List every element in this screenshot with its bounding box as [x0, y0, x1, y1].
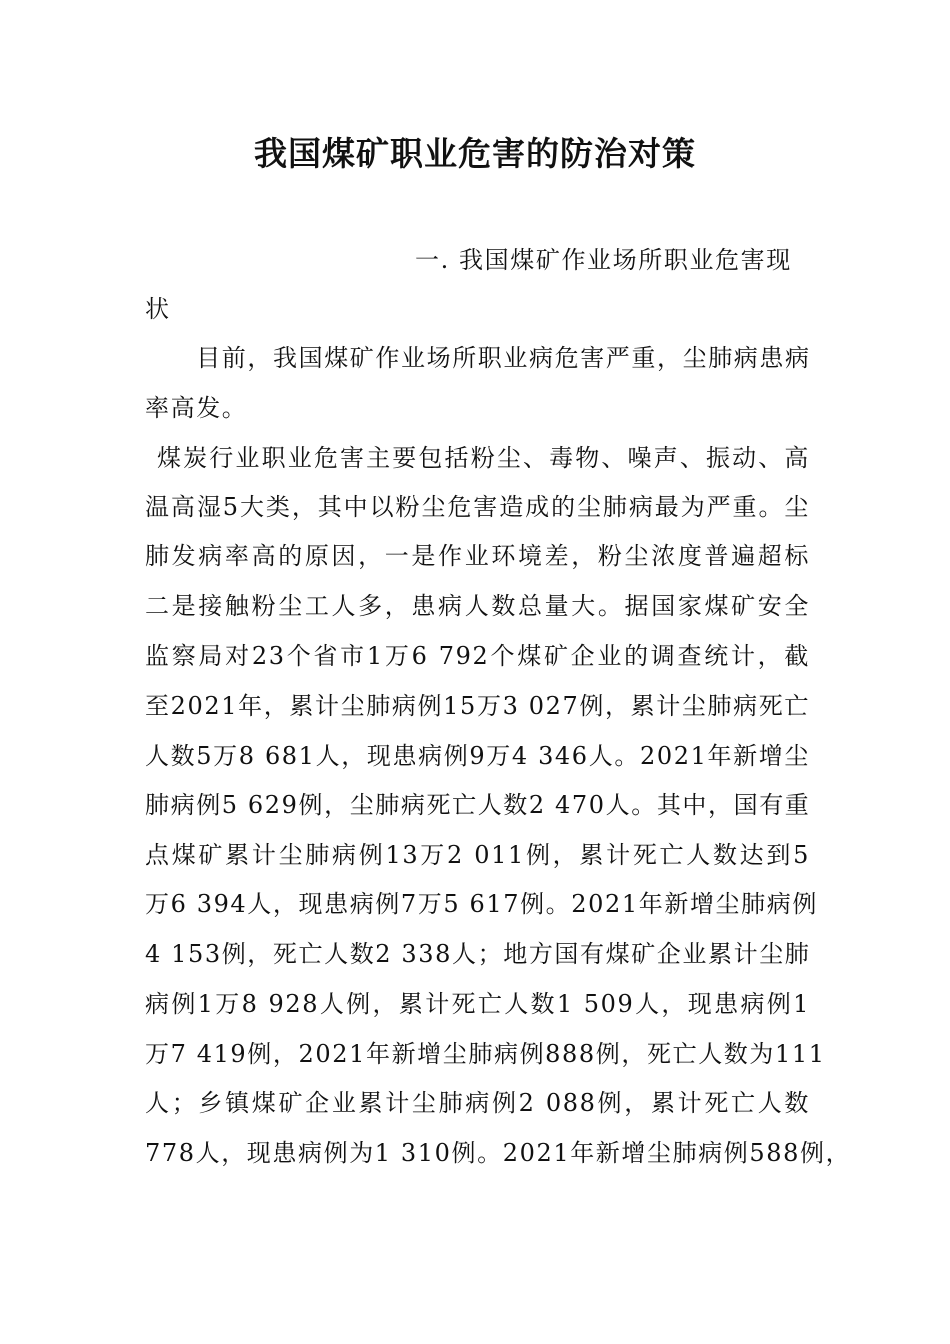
paragraph-1-line-2: 率高发。 [145, 394, 248, 422]
paragraph-1-line-1: 目前，我国煤矿作业场所职业病危害严重，尘肺病患病 [145, 344, 811, 372]
paragraph-2-line-7: 人数5万8 681人，现患病例9万4 346人。2021年新增尘 [145, 742, 810, 770]
paragraph-2-line-2: 温高湿5大类，其中以粉尘危害造成的尘肺病最为严重。尘 [145, 493, 810, 521]
paragraph-2-line-3: 肺发病率高的原因，一是作业环境差，粉尘浓度普遍超标 [145, 542, 810, 570]
paragraph-2-line-13: 万7 419例，2021年新增尘肺病例888例，死亡人数为111 [145, 1040, 826, 1068]
paragraph-2-line-9: 点煤矿累计尘肺病例13万2 011例，累计死亡人数达到5 [145, 841, 810, 869]
document-title: 我国煤矿职业危害的防治对策 [254, 134, 696, 173]
section-heading-line-2: 状 [145, 295, 171, 323]
paragraph-2-line-12: 病例1万8 928人例，累计死亡人数1 509人，现患病例1 [145, 990, 810, 1018]
paragraph-2-line-15: 778人，现患病例为1 310例。2021年新增尘肺病例588例， [145, 1139, 852, 1167]
paragraph-2-line-6: 至2021年，累计尘肺病例15万3 027例，累计尘肺病死亡 [145, 692, 810, 720]
paragraph-2-line-4: 二是接触粉尘工人多，患病人数总量大。据国家煤矿安全 [145, 592, 810, 620]
paragraph-2-line-1: 煤炭行业职业危害主要包括粉尘、毒物、噪声、振动、高 [157, 444, 810, 472]
paragraph-2-line-10: 万6 394人，现患病例7万5 617例。2021年新增尘肺病例 [145, 890, 818, 918]
paragraph-2-line-5: 监察局对23个省市1万6 792个煤矿企业的调查统计，截 [145, 642, 810, 670]
section-heading-line-1: 一. 我国煤矿作业场所职业危害现 [415, 246, 792, 274]
paragraph-2-line-8: 肺病例5 629例，尘肺病死亡人数2 470人。其中，国有重 [145, 791, 811, 819]
paragraph-2-line-11: 4 153例，死亡人数2 338人；地方国有煤矿企业累计尘肺 [145, 940, 811, 968]
paragraph-2-line-14: 人；乡镇煤矿企业累计尘肺病例2 088例，累计死亡人数 [145, 1089, 810, 1117]
